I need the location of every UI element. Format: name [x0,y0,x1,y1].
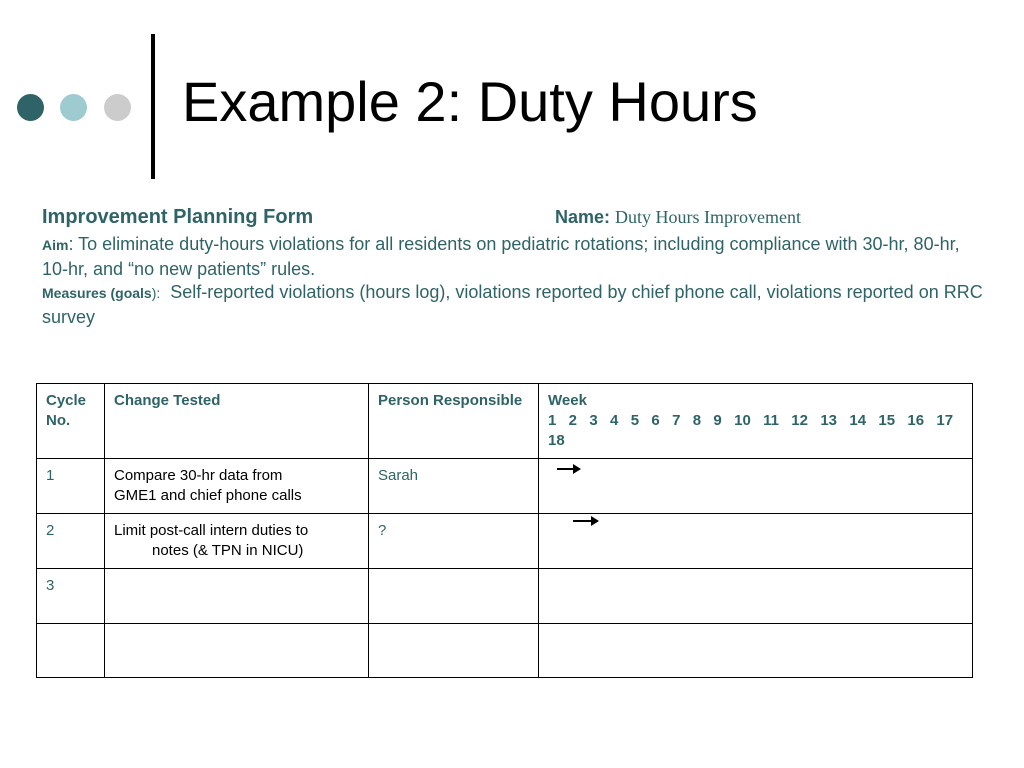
aim-text: : To eliminate duty-hours violations for all residents on pediatric rotations; including compliance with 30-hr, 80-hr, 10-hr, and “no new patients” rules. [42,234,960,279]
cycle-cell: 3 [37,569,105,624]
table-row [37,514,973,569]
cycle-cell: 2 [37,514,105,569]
table-header-row [37,384,973,459]
slide-title: Example 2: Duty Hours [182,70,758,133]
improvement-table [36,383,973,678]
week-cell [539,514,973,569]
header-person: Person Responsible [369,384,539,459]
measures-paren: ): [151,285,161,301]
change-cell [105,569,369,624]
week-cell [539,569,973,624]
decorative-dot-light [60,94,87,121]
table-row [37,624,973,678]
person-cell: ? [369,514,539,569]
change-line: Compare 30-hr data from [114,467,283,484]
change-cell [105,514,369,569]
measures-label: Measures (goals [42,285,152,301]
aim-statement [42,232,987,281]
form-heading: Improvement Planning Form [42,206,314,228]
change-cell [105,459,369,514]
cycle-cell: 1 [37,459,105,514]
name-line [555,207,801,228]
person-cell [369,624,539,678]
header-cycle: Cycle No. [37,384,105,459]
decorative-dot-gray [104,94,131,121]
measures-text: Self-reported violations (hours log), violations reported by chief phone call, violations reported on RRC survey [42,282,988,327]
header-week [539,384,973,459]
change-line: Limit post-call intern duties to [114,522,309,539]
name-value: Duty Hours Improvement [615,207,802,227]
person-cell [369,569,539,624]
aim-label: Aim [42,237,69,253]
change-line: notes (& TPN in NICU) [152,542,304,559]
change-cell [105,624,369,678]
cycle-cell [37,624,105,678]
timeline-arrow-icon [573,520,597,522]
title-divider [151,34,155,179]
header-change: Change Tested [105,384,369,459]
measures-statement [42,280,987,329]
week-label: Week [548,392,587,409]
week-cell [539,459,973,514]
person-cell: Sarah [369,459,539,514]
table-row [37,459,973,514]
change-line: GME1 and chief phone calls [114,487,302,504]
timeline-arrow-icon [557,468,579,470]
table-row [37,569,973,624]
week-cell [539,624,973,678]
decorative-dot-dark [17,94,44,121]
name-label: Name: [555,207,611,227]
week-numbers: 1 2 3 4 5 6 7 8 9 10 11 12 13 14 15 16 17 18 [548,412,966,449]
